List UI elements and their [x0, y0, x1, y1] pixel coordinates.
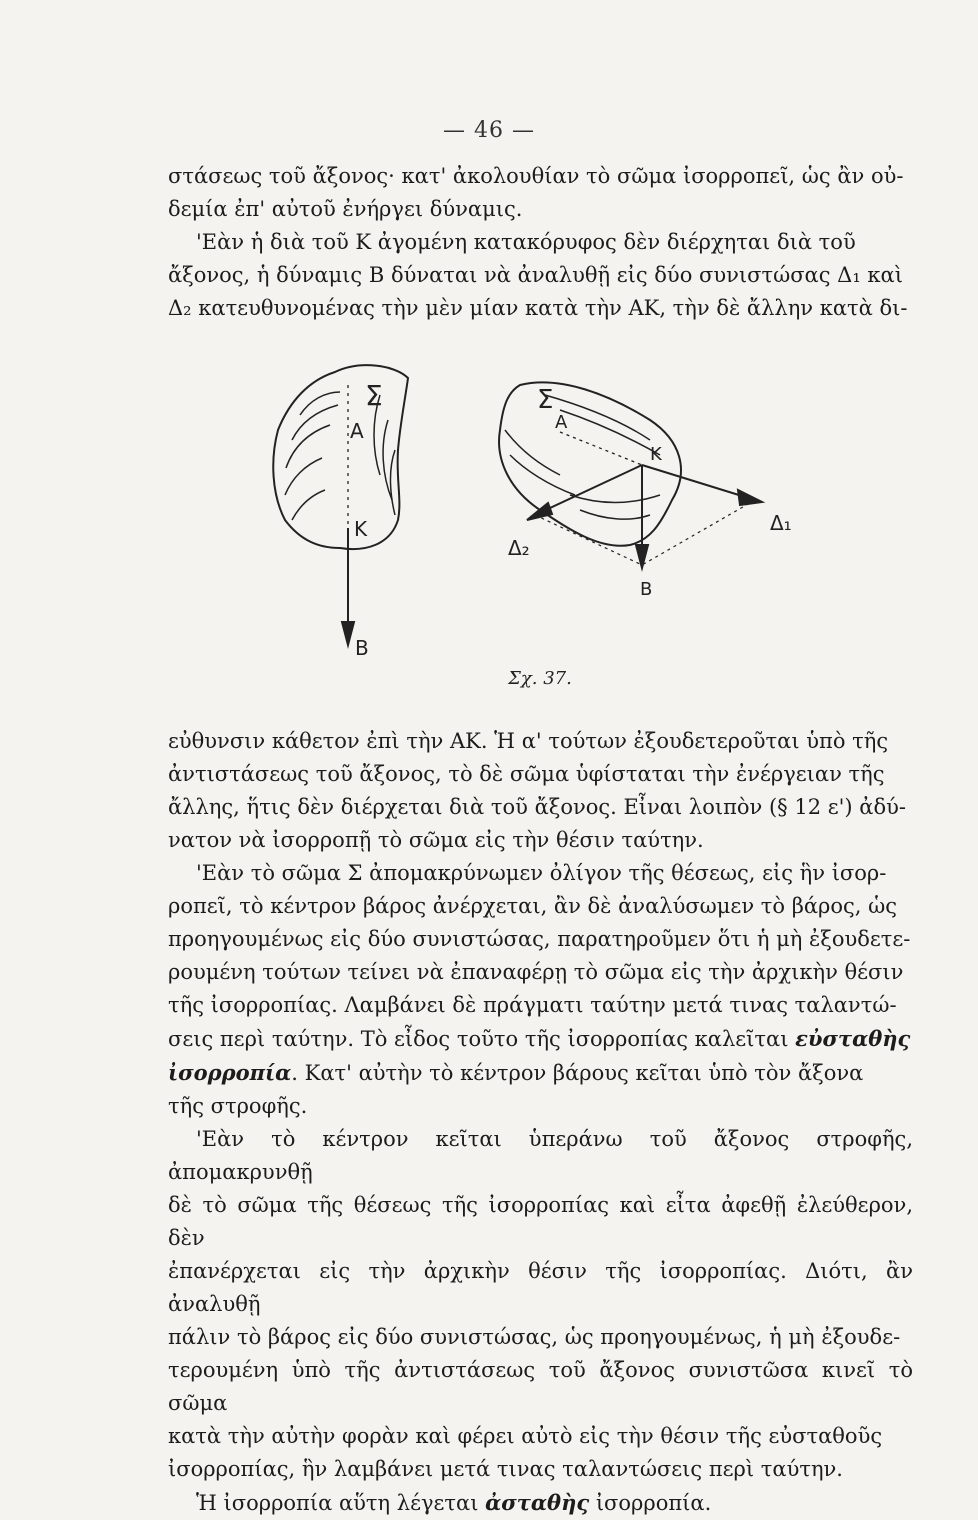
- text-line: στάσεως τοῦ ἄξονος· κατ' ἀκολουθίαν τὸ σῶμα ἰσορροπεῖ, ὡς ἂν οὐ-: [168, 164, 904, 188]
- text-line: εὐθυνσιν κάθετον ἐπὶ τὴν ΑΚ. Ἡ α' τούτων ἐξουδετεροῦται ὑπὸ τῆς: [168, 729, 889, 753]
- text-line: τῆς ἰσορροπίας. Λαμβάνει δὲ πράγματι ταύτην μετά τινας ταλαντώ-: [168, 993, 897, 1017]
- text-line: νατον νὰ ἰσορροπῇ τὸ σῶμα εἰς τὴν θέσιν ταύτην.: [168, 828, 704, 852]
- text-line: κατὰ τὴν αὐτὴν φορὰν καὶ φέρει αὐτὸ εἰς τὴν θέσιν τῆς εὐσταθοῦς: [168, 1424, 883, 1448]
- left-point-k: Κ: [354, 517, 368, 541]
- left-body: [273, 365, 408, 645]
- text-line: δεμία ἐπ' αὐτοῦ ἐνήργει δύναμις.: [168, 197, 523, 221]
- line-fragment: σεις περὶ ταύτην. Τὸ εἶδος τοῦτο τῆς ἰσορροπίας καλεῖται: [168, 1027, 789, 1051]
- text-line: ἐπανέρχεται εἰς τὴν ἀρχικὴν θέσιν τῆς ἰσορροπίας. Διότι, ἂν ἀναλυθῇ: [168, 1259, 913, 1316]
- term-unstable: ἀσταθὴς: [485, 1490, 590, 1515]
- text-line: [168, 1022, 913, 1056]
- term-stable: εὐσταθὴς: [795, 1026, 911, 1051]
- right-sigma-label: Σ: [537, 385, 554, 415]
- text-line: ροπεῖ, τὸ κέντρον βάρος ἀνέρχεται, ἂν δὲ ἀναλύσωμεν τὸ βάρος, ὡς: [168, 894, 898, 918]
- figure-caption: Σχ. 37.: [508, 668, 572, 689]
- paragraph-bottom: [168, 725, 913, 1520]
- text-line: ἰσορροπίας, ἣν λαμβάνει μετά τινας ταλαντώσεις περὶ ταύτην.: [168, 1457, 843, 1481]
- text-line: 'Εὰν τὸ κέντρον κεῖται ὑπεράνω τοῦ ἄξονος στροφῆς, ἀπομακρυνθῇ: [168, 1127, 913, 1184]
- text-line: Δ₂ κατευθυνομένας τὴν μὲν μίαν κατὰ τὴν ΑΚ, τὴν δὲ ἄλλην κατὰ δι-: [168, 296, 908, 320]
- line-fragment: . Κατ' αὐτὴν τὸ κέντρον βάρους κεῖται ὑπὸ τὸν ἄξονα: [291, 1061, 864, 1085]
- right-point-k: Κ: [650, 444, 662, 465]
- text-line: ἀντιστάσεως τοῦ ἄξονος, τὸ δὲ σῶμα ὑφίσταται τὴν ἐνέργειαν τῆς: [168, 762, 885, 786]
- text-line: τερουμένη ὑπὸ τῆς ἀντιστάσεως τοῦ ἄξονος συνιστῶσα κινεῖ τὸ σῶμα: [168, 1358, 913, 1415]
- left-sigma-label: Σ: [365, 379, 383, 412]
- page-number: — 46 —: [443, 118, 535, 143]
- text-line: ἄλλης, ἥτις δὲν διέρχεται διὰ τοῦ ἄξονος. Εἶναι λοιπὸν (§ 12 ε') ἀδύ-: [168, 795, 906, 819]
- text-line: δὲ τὸ σῶμα τῆς θέσεως τῆς ἰσορροπίας καὶ εἶτα ἀφεθῇ ἐλεύθερον, δὲν: [168, 1193, 913, 1250]
- component-d2-label: Δ₂: [508, 536, 530, 560]
- right-force-b: Β: [640, 579, 653, 600]
- line-fragment: Ἡ ἰσορροπία αὕτη λέγεται: [196, 1491, 479, 1515]
- right-point-a: Α: [555, 412, 568, 433]
- text-line: [168, 1056, 913, 1090]
- text-line: πάλιν τὸ βάρος εἰς δύο συνιστώσας, ὡς προηγουμένως, ἡ μὴ ἐξουδε-: [168, 1325, 901, 1349]
- left-point-a: Α: [350, 419, 364, 443]
- text-line: ρουμένη τούτων τείνει νὰ ἐπαναφέρῃ τὸ σῶμα εἰς τὴν ἀρχικὴν θέσιν: [168, 960, 904, 984]
- line-fragment: ἰσορροπία.: [595, 1491, 712, 1515]
- text-line: προηγουμένως εἰς δύο συνιστώσας, παρατηροῦμεν ὅτι ἡ μὴ ἐξουδετε-: [168, 927, 911, 951]
- component-d1-label: Δ₁: [770, 511, 792, 535]
- text-line: [168, 1486, 913, 1520]
- text-line: 'Εὰν ἡ διὰ τοῦ Κ ἀγομένη κατακόρυφος δὲν διέρχηται διὰ τοῦ: [196, 230, 856, 254]
- term-equilibrium: ἰσορροπία: [168, 1060, 292, 1085]
- text-line: ἄξονος, ἡ δύναμις Β δύναται νὰ ἀναλυθῇ εἰς δύο συνιστώσας Δ₁ καὶ: [168, 263, 903, 287]
- left-force-b: Β: [355, 636, 369, 660]
- text-line: τῆς στροφῆς.: [168, 1094, 308, 1118]
- text-line: 'Εὰν τὸ σῶμα Σ ἀπομακρύνωμεν ὀλίγον τῆς θέσεως, εἰς ἣν ἰσορ-: [196, 861, 887, 885]
